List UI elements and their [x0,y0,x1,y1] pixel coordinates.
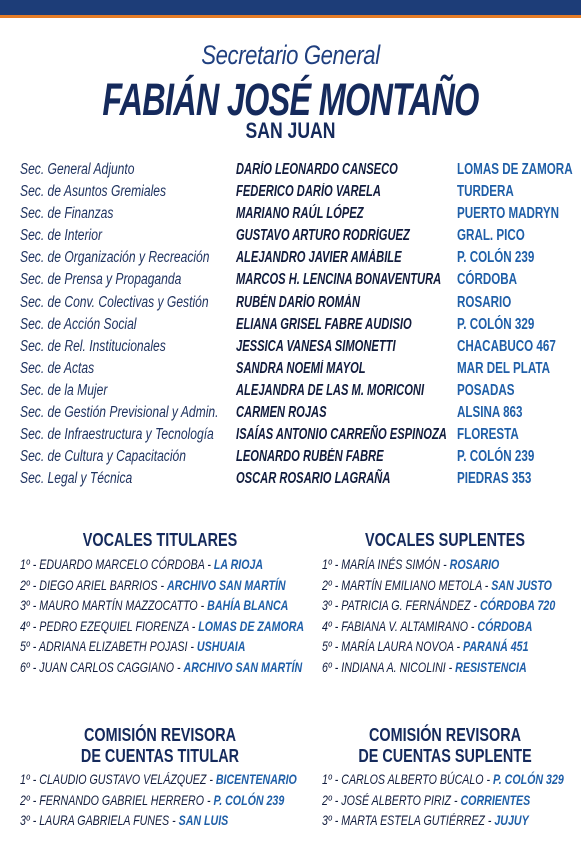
secretary-place: POSADAS [457,381,515,399]
secretary-row [20,447,580,469]
member-label: 3º - LAURA GABRIELA FUNES - [20,812,179,828]
secretary-name: GUSTAVO ARTURO RODRÍGUEZ [236,227,410,245]
secretary-title: Sec. de Interior [20,227,102,245]
member-item [20,811,248,832]
secretary-title: Sec. de Infraestructura y Tecnología [20,426,214,444]
member-place: RESISTENCIA [455,658,527,675]
member-item [20,617,305,638]
secretary-title: Sec. de Gestión Previsional y Admin. [20,404,219,422]
secretary-row [20,315,580,337]
member-label: 2º - MARTÍN EMILIANO METOLA - [322,576,492,593]
member-label: 3º - MARTA ESTELA GUTIÉRREZ - [322,812,495,828]
member-place: BAHÍA BLANCA [207,597,289,613]
secretary-name: JESSICA VANESA SIMONETTI [236,337,396,355]
member-place: BICENTENARIO [215,771,297,787]
member-place: CORRIENTES [460,791,531,808]
secretary-place: PIEDRAS 353 [457,470,532,488]
member-place: ROSARIO [449,556,500,572]
vocales-suplentes-list [322,555,577,678]
secretary-place: ROSARIO [457,293,512,311]
comision-suplente-title [341,725,549,767]
member-place: P. COLÓN 239 [213,791,285,808]
member-item [322,596,556,617]
secretary-general-city: SAN JUAN [245,118,336,143]
secretary-title: Sec. de Conv. Colectivas y Gestión [20,293,209,311]
member-label: 6º - JUAN CARLOS CAGGIANO - [20,658,184,675]
member-item [322,617,533,638]
member-item [20,658,303,679]
secretary-title: Sec. de Acción Social [20,315,137,333]
secretary-place: MAR DEL PLATA [457,359,550,377]
secretary-row [20,293,580,315]
member-item [322,637,529,658]
vocales-titulares-list [20,555,320,678]
comision-titular-title-line2: DE CUENTAS TITULAR [80,746,240,766]
top-accent-stripe [0,15,581,18]
vocales-suplentes-title: VOCALES SUPLENTES [364,530,526,550]
secretary-name: OSCAR ROSARIO LAGRAÑA [236,470,391,488]
member-item [20,791,285,812]
secretary-title: Sec. de Cultura y Capacitación [20,448,186,466]
member-place: USHUAIA [196,638,246,654]
member-place: SAN JUSTO [491,576,552,593]
comision-suplente-title-line2: DE CUENTAS SUPLENTE [358,746,532,766]
member-item [20,637,248,658]
secretary-title: Sec. Legal y Técnica [20,470,133,488]
secretary-title: Sec. de Asuntos Gremiales [20,183,167,201]
secretary-place: P. COLÓN 239 [457,249,535,267]
secretary-name: SANDRA NOEMÍ MAYOL [236,359,366,377]
secretary-name: CARMEN ROJAS [236,404,327,422]
member-label: 4º - PEDRO EZEQUIEL FIORENZA - [20,617,199,634]
comision-suplente-title-line1: COMISIÓN REVISORA [368,725,522,745]
member-place: JUJUY [494,812,529,828]
secretary-name: LEONARDO RUBÉN FABRE [236,448,384,466]
secretary-row [20,160,580,182]
member-place: SAN LUIS [178,812,229,828]
secretary-row [20,403,580,425]
member-item [20,576,286,597]
member-item [20,555,264,576]
secretary-row [20,204,580,226]
secretary-title: Sec. de Rel. Institucionales [20,337,166,355]
member-place: PARANÁ 451 [463,638,529,654]
secretary-row [20,425,580,447]
secretary-place: TURDERA [457,183,514,201]
member-label: 4º - FABIANA V. ALTAMIRANO - [322,617,478,634]
secretary-title: Sec. de Prensa y Propaganda [20,271,182,289]
secretary-row [20,359,580,381]
secretary-general-role: Secretario General [201,40,380,70]
member-item [20,596,289,617]
member-label: 6º - INDIANA A. NICOLINI - [322,658,456,675]
member-label: 1º - MARÍA INÉS SIMÓN - [322,556,450,572]
member-item [322,576,552,597]
comision-titular-list [20,770,320,832]
secretary-row [20,226,580,248]
secretary-name: FEDERICO DARÍO VARELA [236,183,381,201]
member-item [322,811,529,832]
secretary-title: Sec. de Actas [20,359,95,377]
member-label: 3º - PATRICIA G. FERNÁNDEZ - [322,597,480,613]
member-label: 2º - DIEGO ARIEL BARRIOS - [20,576,167,593]
secretary-row [20,337,580,359]
member-label: 5º - ADRIANA ELIZABETH POJASI - [20,638,197,654]
secretary-place: FLORESTA [457,426,519,444]
secretary-title: Sec. General Adjunto [20,161,135,178]
secretary-name: ELIANA GRISEL FABRE AUDISIO [236,315,412,333]
member-place: LA RIOJA [213,556,264,572]
vocales-titulares-title: VOCALES TITULARES [82,530,238,550]
top-banner-bar [0,0,581,15]
secretary-name: DARÍO LEONARDO CANSECO [236,161,398,178]
secretary-place: CHACABUCO 467 [457,337,556,355]
member-label: 1º - CARLOS ALBERTO BÚCALO - [322,771,494,787]
secretary-row [20,182,580,204]
secretary-title: Sec. de Finanzas [20,205,114,223]
member-item [322,555,516,576]
member-place: ARCHIVO SAN MARTÍN [166,576,286,593]
secretary-name: MARCOS H. LENCINA BONAVENTURA [236,271,442,289]
secretary-place: GRAL. PICO [457,227,525,245]
comision-titular-title [56,725,264,767]
member-item [322,791,531,812]
secretary-place: CÓRDOBA [457,271,518,289]
secretary-place: P. COLÓN 329 [457,315,535,333]
member-item [20,770,297,791]
secretary-place: ALSINA 863 [457,404,523,422]
secretary-row [20,381,580,403]
member-place: LOMAS DE ZAMORA [198,617,305,634]
member-label: 3º - MAURO MARTÍN MAZZOCATTO - [20,597,208,613]
secretary-name: ALEJANDRO JAVIER AMÁBILE [236,249,402,267]
member-place: CÓRDOBA [477,617,533,634]
secretary-row [20,248,580,270]
member-label: 1º - CLAUDIO GUSTAVO VELÁZQUEZ - [20,771,216,787]
member-label: 1º - EDUARDO MARCELO CÓRDOBA - [20,556,214,572]
secretary-place: P. COLÓN 239 [457,448,535,466]
member-place: CÓRDOBA 720 [479,597,556,613]
secretary-place: LOMAS DE ZAMORA [457,161,573,178]
secretary-name: RUBÉN DARÍO ROMÁN [236,293,360,311]
secretary-general-name: FABIÁN JOSÉ MONTAÑO [102,74,479,125]
secretaries-list [20,160,580,491]
comision-titular-title-line1: COMISIÓN REVISORA [83,725,237,745]
member-item [322,658,527,679]
secretary-place: PUERTO MADRYN [457,205,560,223]
secretary-row [20,469,580,491]
member-item [322,770,564,791]
secretary-name: ALEJANDRA DE LAS M. MORICONI [236,381,425,399]
member-label: 5º - MARÍA LAURA NOVOA - [322,638,464,654]
secretary-name: ISAÍAS ANTONIO CARREÑO ESPINOZA [236,426,447,444]
secretary-title: Sec. de la Mujer [20,381,108,399]
secretary-name: MARIANO RAÚL LÓPEZ [236,205,364,223]
member-place: P. COLÓN 329 [493,771,564,787]
member-place: ARCHIVO SAN MARTÍN [183,658,303,675]
secretary-row [20,270,580,292]
member-label: 2º - FERNANDO GABRIEL HERRERO - [20,791,214,808]
comision-suplente-list [322,770,577,832]
secretary-title: Sec. de Organización y Recreación [20,249,210,267]
member-label: 2º - JOSÉ ALBERTO PIRIZ - [322,791,461,808]
